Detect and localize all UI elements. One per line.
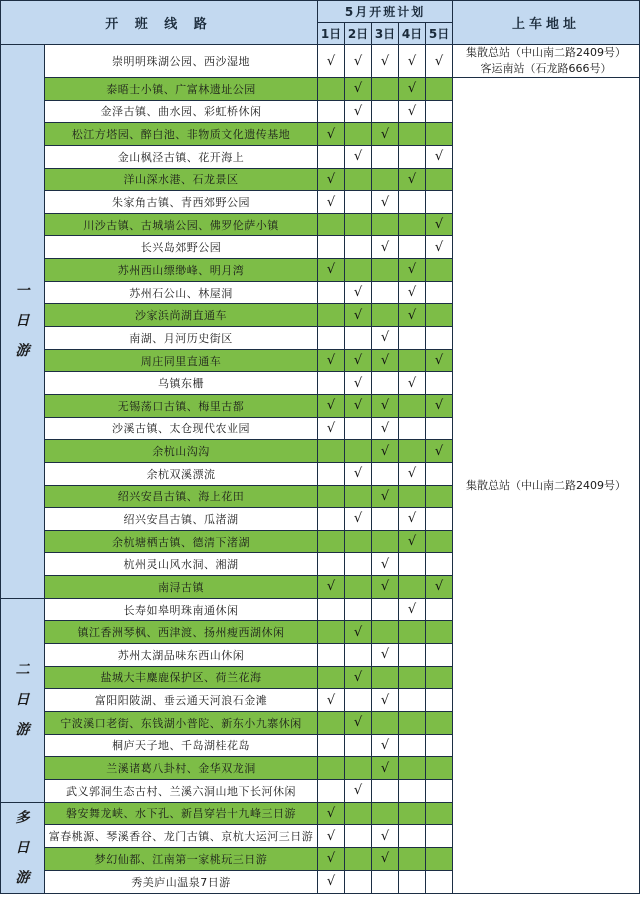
day-cell [318,145,345,168]
day-cell [399,848,426,871]
day-cell: √ [372,734,399,757]
day-cell [372,802,399,825]
day-cell [345,757,372,780]
day-cell [426,100,453,123]
day-cell [399,757,426,780]
day-cell [345,417,372,440]
day-cell [426,553,453,576]
day-cell: √ [372,327,399,350]
day-cell [318,281,345,304]
route-name: 松江方塔园、醉白池、非物质文化遗传基地 [45,123,318,146]
day-cell [372,372,399,395]
day-cell [372,78,399,101]
route-name: 宁波溪口老街、东钱湖小普陀、新东小九寨休闲 [45,711,318,734]
day-cell [426,485,453,508]
day-cell [426,304,453,327]
day-cell: √ [318,168,345,191]
category-char: 游 [15,343,30,360]
route-name: 苏州西山缥缈峰、明月湾 [45,259,318,282]
day-cell [345,825,372,848]
day-cell [345,168,372,191]
day-cell: √ [345,779,372,802]
day-cell [426,191,453,214]
day-cell [399,394,426,417]
day-cell [426,78,453,101]
day-cell [372,779,399,802]
route-name: 盐城大丰麋鹿保护区、荷兰花海 [45,666,318,689]
day-cell [345,553,372,576]
day-cell [345,259,372,282]
day-cell [426,644,453,667]
day-cell: √ [318,349,345,372]
day-cell [426,621,453,644]
route-name: 余杭双溪漂流 [45,462,318,485]
category-char: 日 [15,839,30,856]
day-cell [318,530,345,553]
route-name: 洋山深水港、石龙景区 [45,168,318,191]
day-cell: √ [372,848,399,871]
route-name: 杭州灵山风水洞、湘湖 [45,553,318,576]
day-cell: √ [426,349,453,372]
day-cell [345,236,372,259]
day-cell [318,78,345,101]
day-cell: √ [399,372,426,395]
route-name: 泰晤士小镇、广富林遗址公园 [45,78,318,101]
day-cell [399,576,426,599]
day-cell: √ [318,802,345,825]
day-cell [399,666,426,689]
day-cell [399,553,426,576]
day-cell [426,779,453,802]
route-name: 金山枫泾古镇、花开海上 [45,145,318,168]
day-cell: √ [372,394,399,417]
day-cell [372,100,399,123]
day-cell: √ [318,576,345,599]
month-plan-header: 5月开班计划 [318,1,453,23]
day-cell: √ [318,394,345,417]
day-cell: √ [345,45,372,78]
day-cell [345,191,372,214]
day-cell [399,191,426,214]
day-cell [426,462,453,485]
day-cell [399,689,426,712]
day-header: 3日 [372,23,399,45]
day-cell [345,440,372,463]
day-cell [372,213,399,236]
route-name: 乌镇东栅 [45,372,318,395]
day-cell: √ [345,304,372,327]
day-cell [318,327,345,350]
route-name: 绍兴安昌古镇、瓜渚湖 [45,508,318,531]
table-row [1,45,640,78]
table-row [1,78,640,101]
day-cell: √ [426,145,453,168]
day-cell [426,689,453,712]
day-cell: √ [318,417,345,440]
address-line: 客运南站（石龙路666号） [480,62,612,75]
day-cell [426,168,453,191]
category-label [1,802,45,893]
route-name: 兰溪诸葛八卦村、金华双龙洞 [45,757,318,780]
day-cell: √ [318,870,345,893]
route-name: 富春桃源、琴溪香谷、龙门古镇、京杭大运河三日游 [45,825,318,848]
day-cell [372,508,399,531]
day-cell: √ [399,100,426,123]
day-cell: √ [345,462,372,485]
day-cell [372,304,399,327]
day-cell [345,870,372,893]
route-name: 川沙古镇、古城墙公园、佛罗伦萨小镇 [45,213,318,236]
day-cell [426,327,453,350]
day-cell [399,644,426,667]
address-column-header: 上车地址 [453,1,640,45]
day-cell: √ [345,78,372,101]
route-name: 绍兴安昌古镇、海上花田 [45,485,318,508]
day-cell [318,372,345,395]
day-cell: √ [318,825,345,848]
day-cell [426,870,453,893]
day-cell [318,213,345,236]
day-cell: √ [426,576,453,599]
day-cell: √ [318,191,345,214]
day-cell [399,485,426,508]
day-cell [345,734,372,757]
day-cell: √ [318,123,345,146]
category-char: 游 [15,722,30,739]
day-cell: √ [399,259,426,282]
day-cell [399,825,426,848]
route-column-header: 开 班 线 路 [1,1,318,45]
day-cell: √ [318,848,345,871]
route-name: 周庄同里直通车 [45,349,318,372]
day-cell: √ [318,45,345,78]
day-cell [426,848,453,871]
day-cell [345,802,372,825]
route-name: 南浔古镇 [45,576,318,599]
day-cell [426,259,453,282]
day-cell: √ [372,191,399,214]
day-cell [345,598,372,621]
route-name: 秀美庐山温泉7日游 [45,870,318,893]
day-cell [399,236,426,259]
day-cell [426,666,453,689]
route-name: 武义郭洞生态古村、兰溪六洞山地下长河休闲 [45,779,318,802]
day-cell [426,372,453,395]
day-cell: √ [399,168,426,191]
day-cell: √ [399,281,426,304]
day-cell [426,757,453,780]
day-header: 2日 [345,23,372,45]
day-cell [372,870,399,893]
day-cell [345,485,372,508]
day-cell [318,598,345,621]
day-cell [318,462,345,485]
day-cell: √ [372,440,399,463]
day-cell [399,802,426,825]
day-cell [372,666,399,689]
route-name: 长兴岛郊野公园 [45,236,318,259]
route-name: 桐庐天子地、千岛湖桂花岛 [45,734,318,757]
day-cell [372,281,399,304]
day-cell: √ [345,508,372,531]
day-cell [318,485,345,508]
day-cell [318,644,345,667]
day-cell: √ [345,621,372,644]
day-cell: √ [426,45,453,78]
route-name: 南湖、月河历史街区 [45,327,318,350]
day-cell [399,734,426,757]
day-cell [318,734,345,757]
day-cell [318,236,345,259]
category-label [1,598,45,802]
category-char: 游 [15,869,30,886]
route-name: 崇明明珠湖公园、西沙湿地 [45,45,318,78]
day-cell: √ [318,689,345,712]
day-header: 1日 [318,23,345,45]
route-name: 长寿如皋明珠南通休闲 [45,598,318,621]
pickup-address-main: 集散总站（中山南二路2409号） [453,78,640,894]
day-cell: √ [426,236,453,259]
day-cell: √ [399,508,426,531]
address-line: 集散总站（中山南二路2409号） [466,46,627,59]
day-cell [426,825,453,848]
route-name: 沙家浜尚湖直通车 [45,304,318,327]
day-cell: √ [399,45,426,78]
day-cell: √ [399,304,426,327]
day-cell [372,598,399,621]
day-cell: √ [372,417,399,440]
day-cell: √ [372,123,399,146]
day-cell: √ [372,644,399,667]
day-cell [318,779,345,802]
day-cell [318,508,345,531]
day-cell [426,417,453,440]
category-label [1,45,45,599]
day-cell [318,757,345,780]
day-cell: √ [372,825,399,848]
day-cell: √ [372,757,399,780]
route-name: 苏州太湖品味东西山休闲 [45,644,318,667]
pickup-address-primary [453,45,640,78]
day-cell [372,530,399,553]
day-cell [318,440,345,463]
day-cell: √ [399,78,426,101]
day-cell [399,440,426,463]
category-char: 二 [15,662,30,679]
day-cell: √ [399,598,426,621]
route-name: 镇江香洲琴枫、西津渡、扬州瘦西湖休闲 [45,621,318,644]
category-char: 多 [15,809,30,826]
route-name: 磐安舞龙峡、水下孔、新昌穿岩十九峰三日游 [45,802,318,825]
day-cell: √ [426,440,453,463]
day-cell: √ [372,45,399,78]
day-cell [426,734,453,757]
day-cell: √ [372,236,399,259]
day-cell: √ [399,462,426,485]
day-cell: √ [372,576,399,599]
day-cell [345,327,372,350]
day-cell: √ [345,100,372,123]
route-name: 余杭塘栖古镇、德清下渚湖 [45,530,318,553]
day-cell [372,462,399,485]
day-cell: √ [426,394,453,417]
day-cell [372,711,399,734]
route-name: 富阳阳陂湖、垂云通天河浪石金滩 [45,689,318,712]
day-cell [318,621,345,644]
day-cell: √ [372,349,399,372]
day-cell [345,213,372,236]
day-cell [318,100,345,123]
day-cell [345,576,372,599]
day-cell: √ [345,349,372,372]
day-cell [318,553,345,576]
day-cell [399,123,426,146]
day-cell [426,530,453,553]
day-cell: √ [372,689,399,712]
day-cell [399,327,426,350]
day-cell [399,621,426,644]
route-name: 沙溪古镇、太仓现代农业园 [45,417,318,440]
day-cell [345,530,372,553]
category-char: 日 [15,692,30,709]
day-cell [372,621,399,644]
day-cell [318,304,345,327]
day-cell [426,123,453,146]
day-cell: √ [345,372,372,395]
route-name: 梦幻仙都、江南第一家桃玩三日游 [45,848,318,871]
day-cell [345,644,372,667]
day-cell [426,711,453,734]
category-char: 一 [15,283,30,300]
day-cell [372,145,399,168]
route-name: 无锡荡口古镇、梅里古都 [45,394,318,417]
day-cell [345,689,372,712]
day-cell: √ [372,553,399,576]
day-cell [399,779,426,802]
day-cell [399,145,426,168]
day-cell: √ [372,485,399,508]
day-cell [399,349,426,372]
day-cell: √ [399,530,426,553]
day-cell [399,417,426,440]
day-cell: √ [426,213,453,236]
day-cell: √ [345,394,372,417]
category-char: 日 [15,313,30,330]
day-cell: √ [345,711,372,734]
route-name: 朱家角古镇、青西郊野公园 [45,191,318,214]
day-cell [372,259,399,282]
route-name: 金泽古镇、曲水园、彩虹桥休闲 [45,100,318,123]
day-cell [399,213,426,236]
day-cell [345,123,372,146]
day-cell [426,802,453,825]
day-cell: √ [318,259,345,282]
day-cell: √ [345,281,372,304]
day-cell [426,598,453,621]
schedule-body [1,45,640,894]
day-cell [426,281,453,304]
day-cell [399,870,426,893]
day-cell [372,168,399,191]
day-cell: √ [345,666,372,689]
day-header: 4日 [399,23,426,45]
route-name: 余杭山沟沟 [45,440,318,463]
day-header: 5日 [426,23,453,45]
day-cell [345,848,372,871]
day-cell: √ [345,145,372,168]
day-cell [318,666,345,689]
day-cell [399,711,426,734]
route-name: 苏州石公山、林屋洞 [45,281,318,304]
day-cell [426,508,453,531]
day-cell [318,711,345,734]
